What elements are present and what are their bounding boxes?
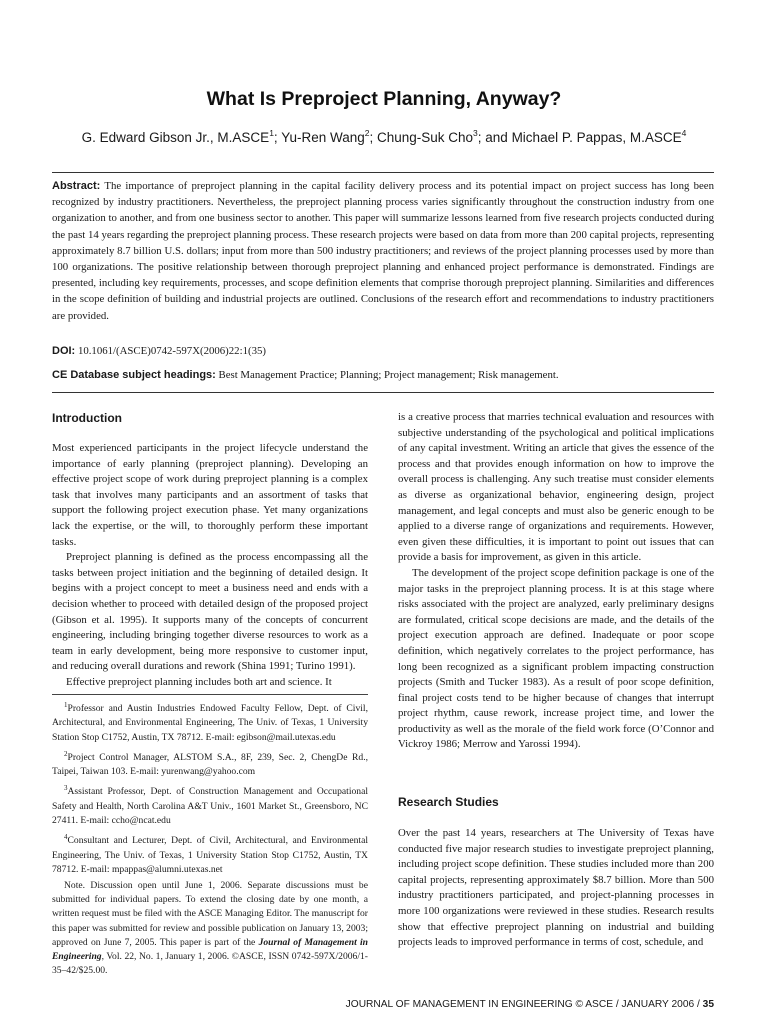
intro-paragraph-4: The development of the project scope definition package is one of the major tasks in the preproject planning process. It is at this stage where risks associated with the project are analyzed, early preliminary designs are formulated, critical scope decisions are made, and the details of the project execution approach are defined. Inadequate or poor scope definition, which negatively correlates to the project performance, has long been recognized as a significant problem impacting construction projects (Smith and Tucker 1983). As a result of poor scope definition, final project costs tend to be higher because of changes that interrupt project rhythm, cause rework, increase project time, and lower the productivity as well as the morale of the field work force (O’Connor and Vickroy 1986; Merrow and Yarossi 1994). [398, 566, 714, 751]
footnotes [52, 698, 368, 980]
research-studies-heading: Research Studies [398, 795, 499, 809]
author-4-affiliation-mark: 4 [681, 128, 687, 138]
footnote-3-mark: 3 [64, 784, 68, 793]
journal-name: Journal of Management in Engineering [52, 936, 368, 962]
author-1-affiliation-mark: 1 [269, 128, 274, 138]
doi-value[interactable]: 10.1061/(ASCE)0742-597X(2006)22:1(35) [77, 345, 266, 357]
subject-headings-label: CE Database subject headings: [52, 369, 216, 381]
research-paragraph-1: Over the past 14 years, researchers at The University of Texas have conducted five major research studies to investigate preproject planning, including project scope definition. These studies included more than 200 capital projects, representing approximately $8.7 billion. More than 500 industry practitioners participated, and project-planning processes in more 100 organizations were reviewed in these studies. Research results show that effective preproject planning on industrial and building projects leads to improved performance in terms of cost, schedule, and [398, 827, 714, 949]
left-column [52, 441, 368, 691]
author-1: G. Edward Gibson Jr., M.ASCE [81, 130, 270, 145]
footer-journal: JOURNAL OF MANAGEMENT IN ENGINEERING © ASCE / JANUARY 2006 / [345, 999, 703, 1010]
paper-title: What Is Preproject Planning, Anyway? [206, 88, 562, 110]
abstract-text: The importance of preproject planning in the capital facility delivery process and its potential impact on project success has long been recognized by industry practitioners. Nevertheless, the preproject planning process varies significantly throughout the construction industry from one organization to another, and from one business sector to another. This paper will summarize lessons learned from five research projects conducted during the past 14 years regarding the preproject planning process. These research projects were based on data from more than 200 capital projects, representing approximately 8.7 billion U.S. dollars; input from more than 500 industry practitioners; and reviews of the project planning processes used by more than 100 organizations. The positive relationship between thorough preproject planning and enhanced project performance is demonstrated. Findings are presented, including key requirements, processes, and scope definition elements that comprise thorough preproject planning. Similarities and differences in the scope definition of building and industrial projects are outlined. Conclusions of the research effort and recommendations to industry practitioners are provided. [52, 180, 714, 322]
note-text-1: Note. Discussion open until June 1, 2006. Separate discussions must be submitted for individual papers. To extend the closing date by one month, a written request must be filed with the ASCE Managing Editor. The manuscript for this paper was submitted for review and possible publication on January 13, 2003; approved on June 7, 2005. This paper is part of the [52, 879, 368, 948]
footnote-3 [52, 781, 368, 828]
abstract-label: Abstract: [52, 180, 101, 192]
author-2-affiliation-mark: 2 [364, 128, 370, 138]
footnote-2 [52, 747, 368, 780]
footnote-2-text: Project Control Manager, ALSTOM S.A., 8F, 239, Sec. 2, ChengDe Rd., Taipei, Taiwan 103. E-mail: yurenwang@yahoo.com [52, 751, 368, 778]
subject-headings [52, 369, 714, 381]
intro-paragraph-3-start: Effective preproject planning includes both art and science. It [66, 675, 332, 688]
doi-label: DOI: [52, 345, 76, 357]
footnote-rule [52, 694, 368, 695]
footnote-1-mark: 1 [64, 701, 68, 709]
note-text-2: , Vol. 22, No. 1, January 1, 2006. ©ASCE, ISSN 0742-597X/2006/1-35–42/$25.00. [52, 951, 368, 977]
page-number: 35 [702, 999, 714, 1010]
introduction-heading: Introduction [52, 411, 122, 425]
journal-footer [346, 999, 714, 1010]
subject-headings-value: Best Management Practice; Planning; Project management; Risk management. [218, 369, 559, 381]
right-column-bottom [398, 826, 714, 951]
intro-paragraph-2: Preproject planning is defined as the process encompassing all the tasks between project initiation and the beginning of detailed design. It begins with a project concept to meet a business need and ends with a decision whether to proceed with detailed design of the proposed project (Gibson et al. 1995). It supports many of the concepts of concurrent engineering, including bringing together diverse resources to work as a team in early development, being more responsive to customer input, and reducing overall durations and rework (Shina 1991; Turino 1991). [52, 551, 368, 673]
footnote-2-mark: 2 [64, 749, 68, 758]
doi [52, 345, 714, 357]
abstract [52, 178, 714, 324]
footnote-4-mark: 4 [64, 833, 68, 842]
author-2: Yu-Ren Wang [281, 130, 365, 145]
author-3-affiliation-mark: 3 [473, 128, 478, 138]
intro-paragraph-3-continued: is a creative process that marries technical evaluation and resources with subjective understanding of the psychological and political implications of any capital investment. Writing an article that gives the essence of the process and that provides enough information on how to improve the overall process is challenging. Any such treatise must consider elements as diverse as organizational behavior, engineering design, project management, and legal concepts and must also be generic enough to be applied to a diverse range of organizations and requirements. However, even given these difficulties, it is important to point out issues that can provide a basis for improvement, as given in this article. [398, 411, 714, 564]
discussion-note [52, 879, 368, 978]
author-3: Chung-Suk Cho [376, 130, 474, 145]
footnote-1-text: Professor and Austin Industries Endowed Faculty Fellow, Dept. of Civil, Architectural, and Environmental Engineering, The Univ. of Texas, 1 University Station Stop C1752, Austin, TX 78712. E-mail: egibson@mail.utexas.edu [52, 703, 368, 743]
abstract-top-rule [52, 172, 714, 173]
footnote-3-text: Assistant Professor, Dept. of Construction Management and Occupational Safety and Health, North Carolina A&T Univ., 1601 Market St., Greensboro, NC 27411. E-mail: ccho@ncat.edu [52, 786, 368, 826]
footnote-4 [52, 830, 368, 877]
author-4: Michael P. Pappas, M.ASCE [511, 130, 682, 145]
footnote-1 [52, 698, 368, 745]
footnote-4-text: Consultant and Lecturer, Dept. of Civil, Architectural, and Environmental Engineering, The Univ. of Texas, 1 University Station Stop C1752, Austin, TX 78712. E-mail: mpappas@alumni.utexas.net [52, 835, 368, 875]
right-column-top [398, 410, 714, 753]
intro-paragraph-1: Most experienced participants in the project lifecycle understand the importance of early planning (preproject planning). Developing an effective project scope of work during preproject planning is a complex task that involves many participants and an assortment of tasks that support the following project execution phase. Yet many organizations lack the expertise, or the will, to thoroughly perform these important tasks. [52, 442, 368, 548]
author-list [0, 128, 768, 145]
abstract-bottom-rule [52, 392, 714, 393]
author-separator: ; [273, 130, 282, 145]
author-separator: ; [369, 130, 377, 145]
author-separator: ; and [477, 130, 512, 145]
